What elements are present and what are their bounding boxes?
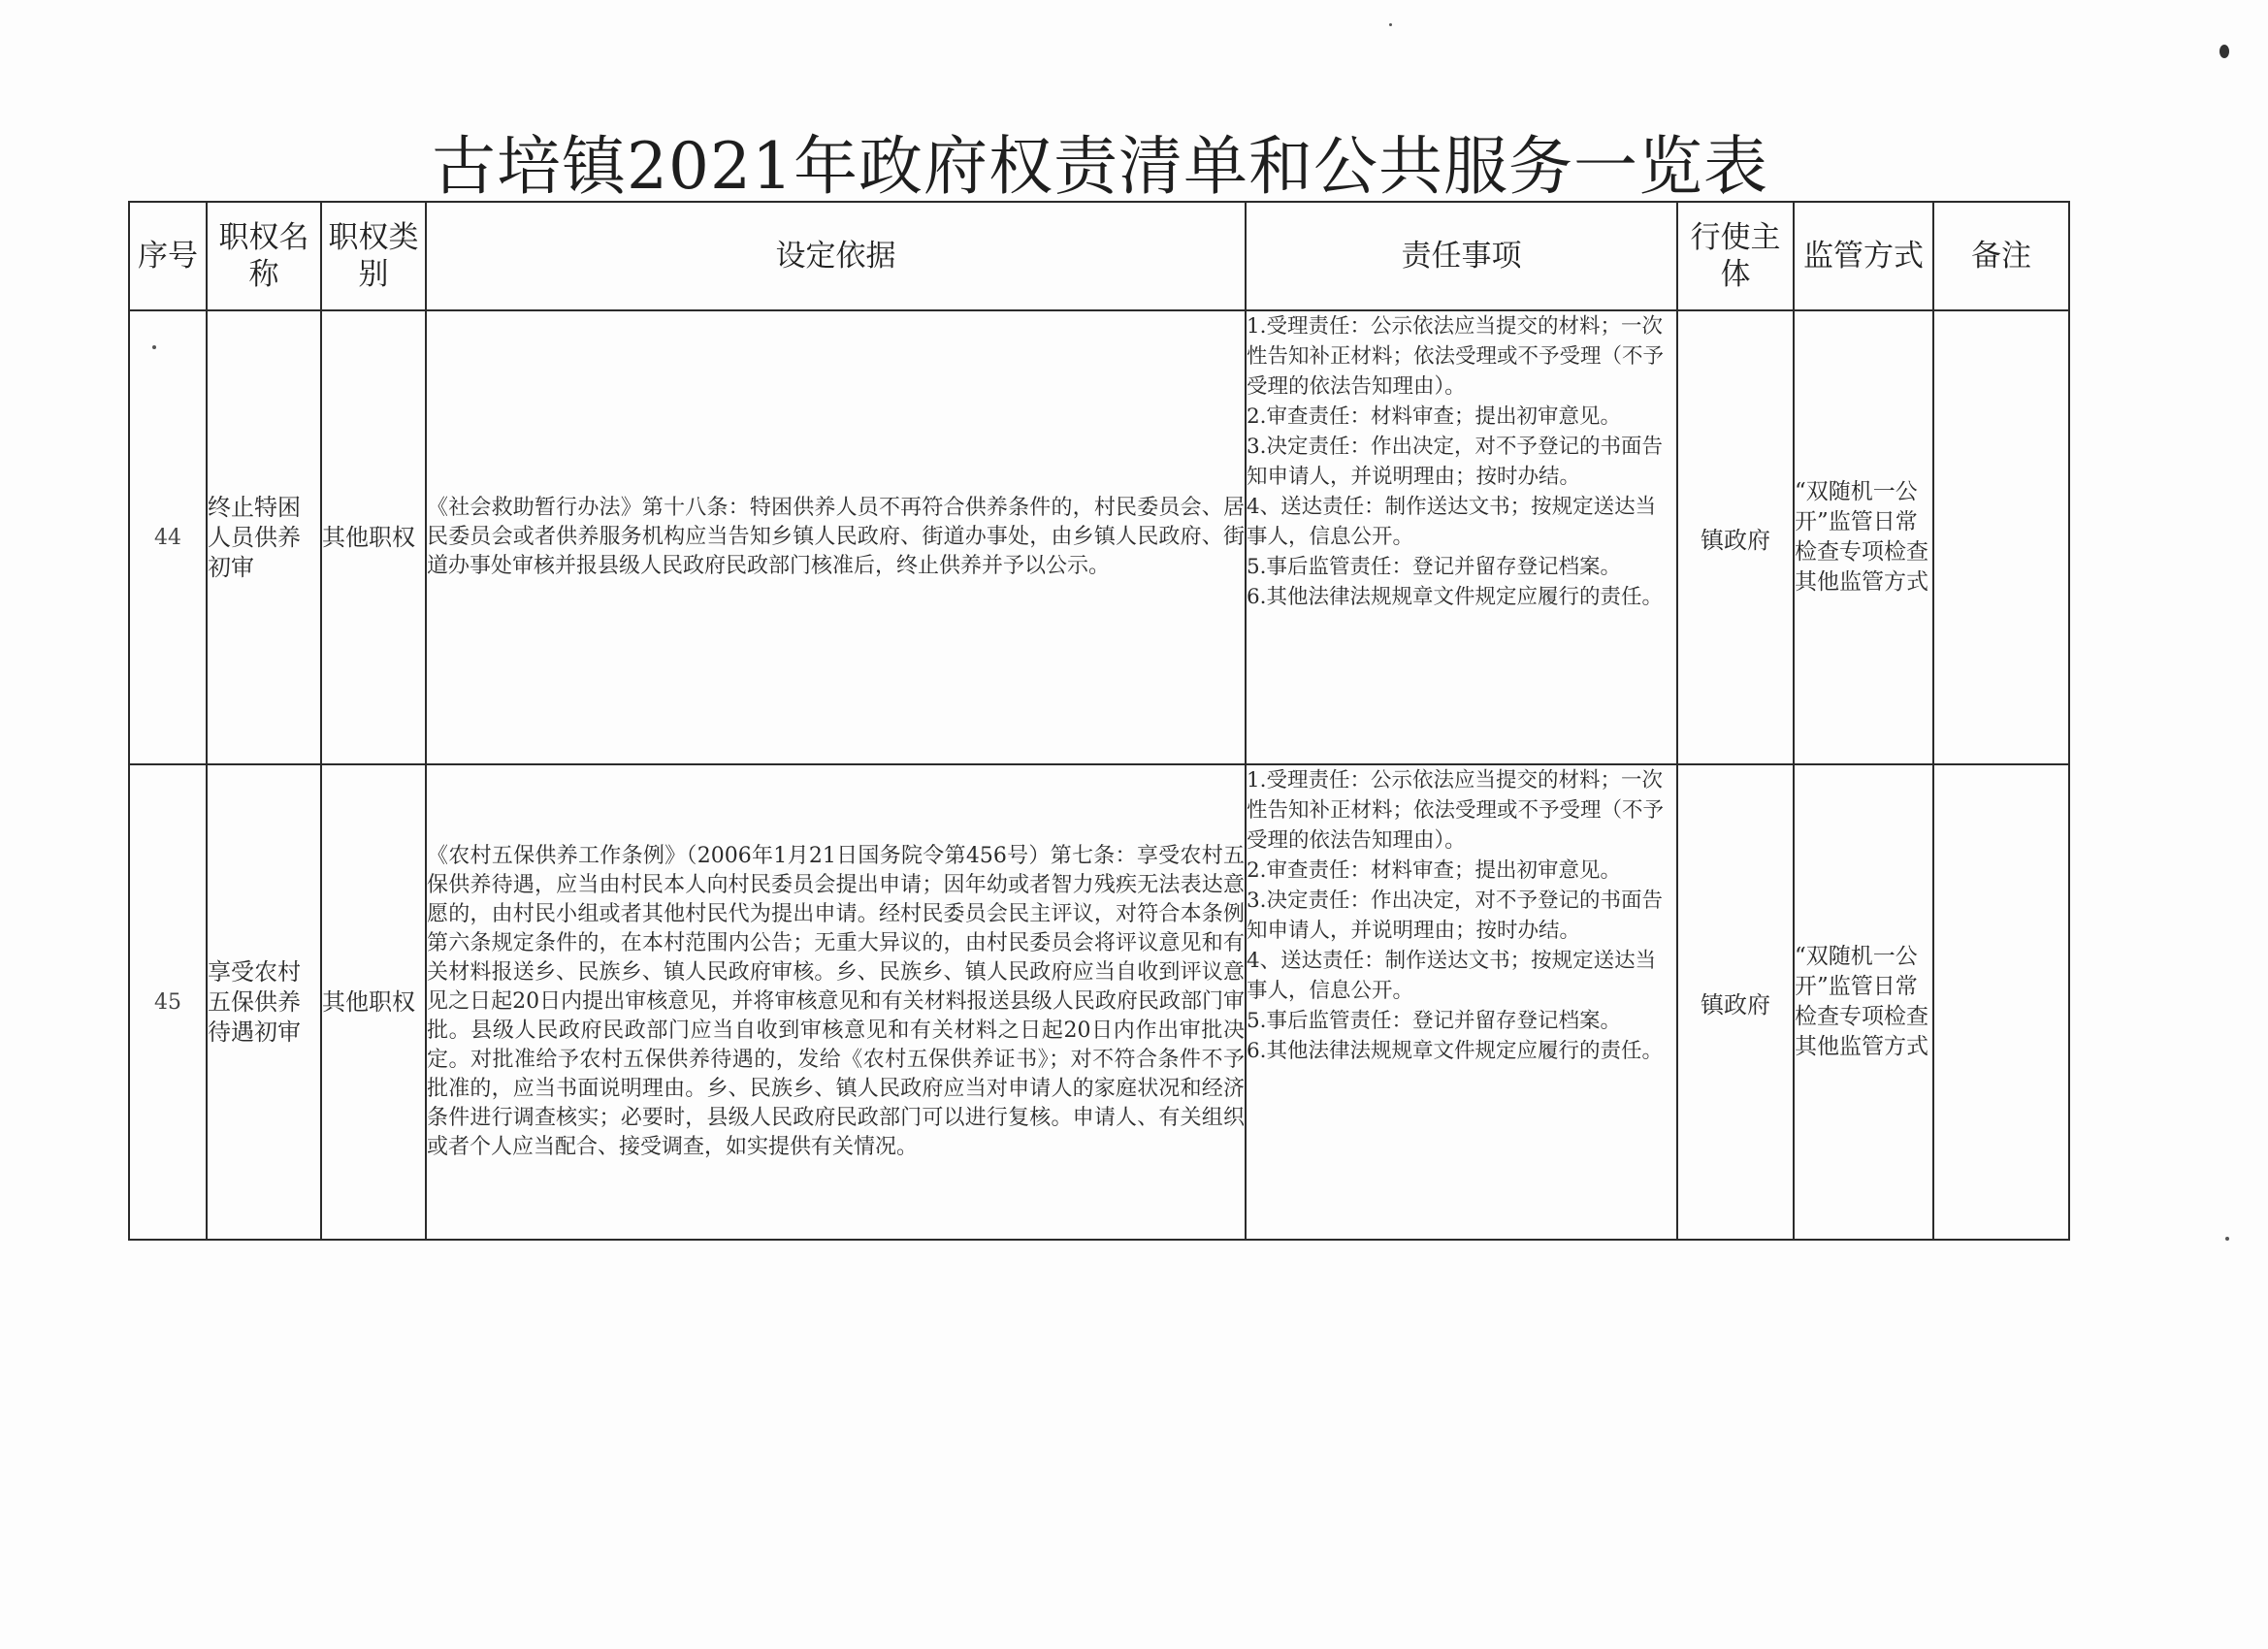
table-row: [129, 310, 2069, 764]
row-number: 44: [129, 310, 207, 764]
header-duty: 责任事项: [1246, 202, 1677, 310]
supervision-method: “双随机一公开”监管日常检查专项检查其他监管方式: [1794, 764, 1933, 1240]
duty-item: 1.受理责任：公示依法应当提交的材料；一次性告知补正材料；依法受理或不予受理（不予受理的依法告知理由）。: [1247, 314, 1665, 399]
remarks: [1933, 310, 2069, 764]
executing-body: 镇政府: [1677, 764, 1794, 1240]
responsibility-table: [128, 201, 2070, 1241]
duty-item: 2.审查责任：材料审查；提出初审意见。: [1247, 858, 1622, 883]
legal-basis: 《社会救助暂行办法》第十八条：特困供养人员不再符合供养条件的，村民委员会、居民委员会或者供养服务机构应当告知乡镇人民政府、街道办事处，由乡镇人民政府、街道办事处审核并报县级人民政府民政部门核准后，终止供养并予以公示。: [426, 310, 1246, 764]
power-name: 享受农村五保供养待遇初审: [207, 764, 321, 1240]
scan-speck: [2225, 1237, 2229, 1241]
duty-list: [1246, 764, 1677, 1240]
page-title: 古培镇2021年政府权责清单和公共服务一览表: [432, 129, 1768, 204]
header-row: [129, 202, 2069, 310]
duty-item: 1.受理责任：公示依法应当提交的材料；一次性告知补正材料；依法受理或不予受理（不予受理的依法告知理由）。: [1247, 768, 1665, 853]
duty-list: [1246, 310, 1677, 764]
duty-item: 5.事后监管责任：登记并留存登记档案。: [1247, 555, 1622, 579]
header-type: 职权类别: [321, 202, 426, 310]
duty-item: 4、送达责任：制作送达文书；按规定送达当事人，信息公开。: [1247, 949, 1657, 1003]
scan-speck: [2219, 45, 2229, 58]
row-number: 45: [129, 764, 207, 1240]
duty-item: 3.决定责任：作出决定，对不予登记的书面告知申请人，并说明理由；按时办结。: [1247, 435, 1664, 489]
supervision-method: “双随机一公开”监管日常检查专项检查其他监管方式: [1794, 310, 1933, 764]
legal-basis: 《农村五保供养工作条例》（2006年1月21日国务院令第456号）第七条：享受农村五保供养待遇，应当由村民本人向村民委员会提出申请；因年幼或者智力残疾无法表达意愿的，由村民小组或者其他村民代为提出申请。经村民委员会民主评议，对符合本条例第六条规定条件的，在本村范围内公告；无重大异议的，由村民委员会将评议意见和有关材料报送乡、民族乡、镇人民政府审核。乡、民族乡、镇人民政府应当自收到评议意见之日起20日内提出审核意见，并将审核意见和有关材料报送县级人民政府民政部门审批。县级人民政府民政部门应当自收到审核意见和有关材料之日起20日内作出审批决定。对批准给予农村五保供养待遇的，发给《农村五保供养证书》；对不符合条件不予批准的，应当书面说明理由。乡、民族乡、镇人民政府应当对申请人的家庭状况和经济条件进行调查核实；必要时，县级人民政府民政部门可以进行复核。申请人、有关组织或者个人应当配合、接受调查，如实提供有关情况。: [426, 764, 1246, 1240]
executing-body: 镇政府: [1677, 310, 1794, 764]
scan-speck: [1389, 23, 1392, 26]
duty-item: 4、送达责任：制作送达文书；按规定送达当事人，信息公开。: [1247, 495, 1657, 549]
header-note: 备注: [1933, 202, 2069, 310]
duty-item: 5.事后监管责任：登记并留存登记档案。: [1247, 1009, 1622, 1033]
power-type: 其他职权: [321, 310, 426, 764]
scan-speck: [152, 345, 156, 349]
power-name: 终止特困人员供养初审: [207, 310, 321, 764]
duty-item: 6.其他法律法规规章文件规定应履行的责任。: [1247, 1039, 1664, 1063]
table-row: [129, 764, 2069, 1240]
duty-item: 3.决定责任：作出决定，对不予登记的书面告知申请人，并说明理由；按时办结。: [1247, 889, 1664, 943]
remarks: [1933, 764, 2069, 1240]
header-subject: 行使主体: [1677, 202, 1794, 310]
duty-item: 6.其他法律法规规章文件规定应履行的责任。: [1247, 585, 1664, 609]
header-supervision: 监管方式: [1794, 202, 1933, 310]
header-basis: 设定依据: [426, 202, 1246, 310]
duty-item: 2.审查责任：材料审查；提出初审意见。: [1247, 404, 1622, 429]
power-type: 其他职权: [321, 764, 426, 1240]
header-name: 职权名称: [207, 202, 321, 310]
header-num: 序号: [129, 202, 207, 310]
